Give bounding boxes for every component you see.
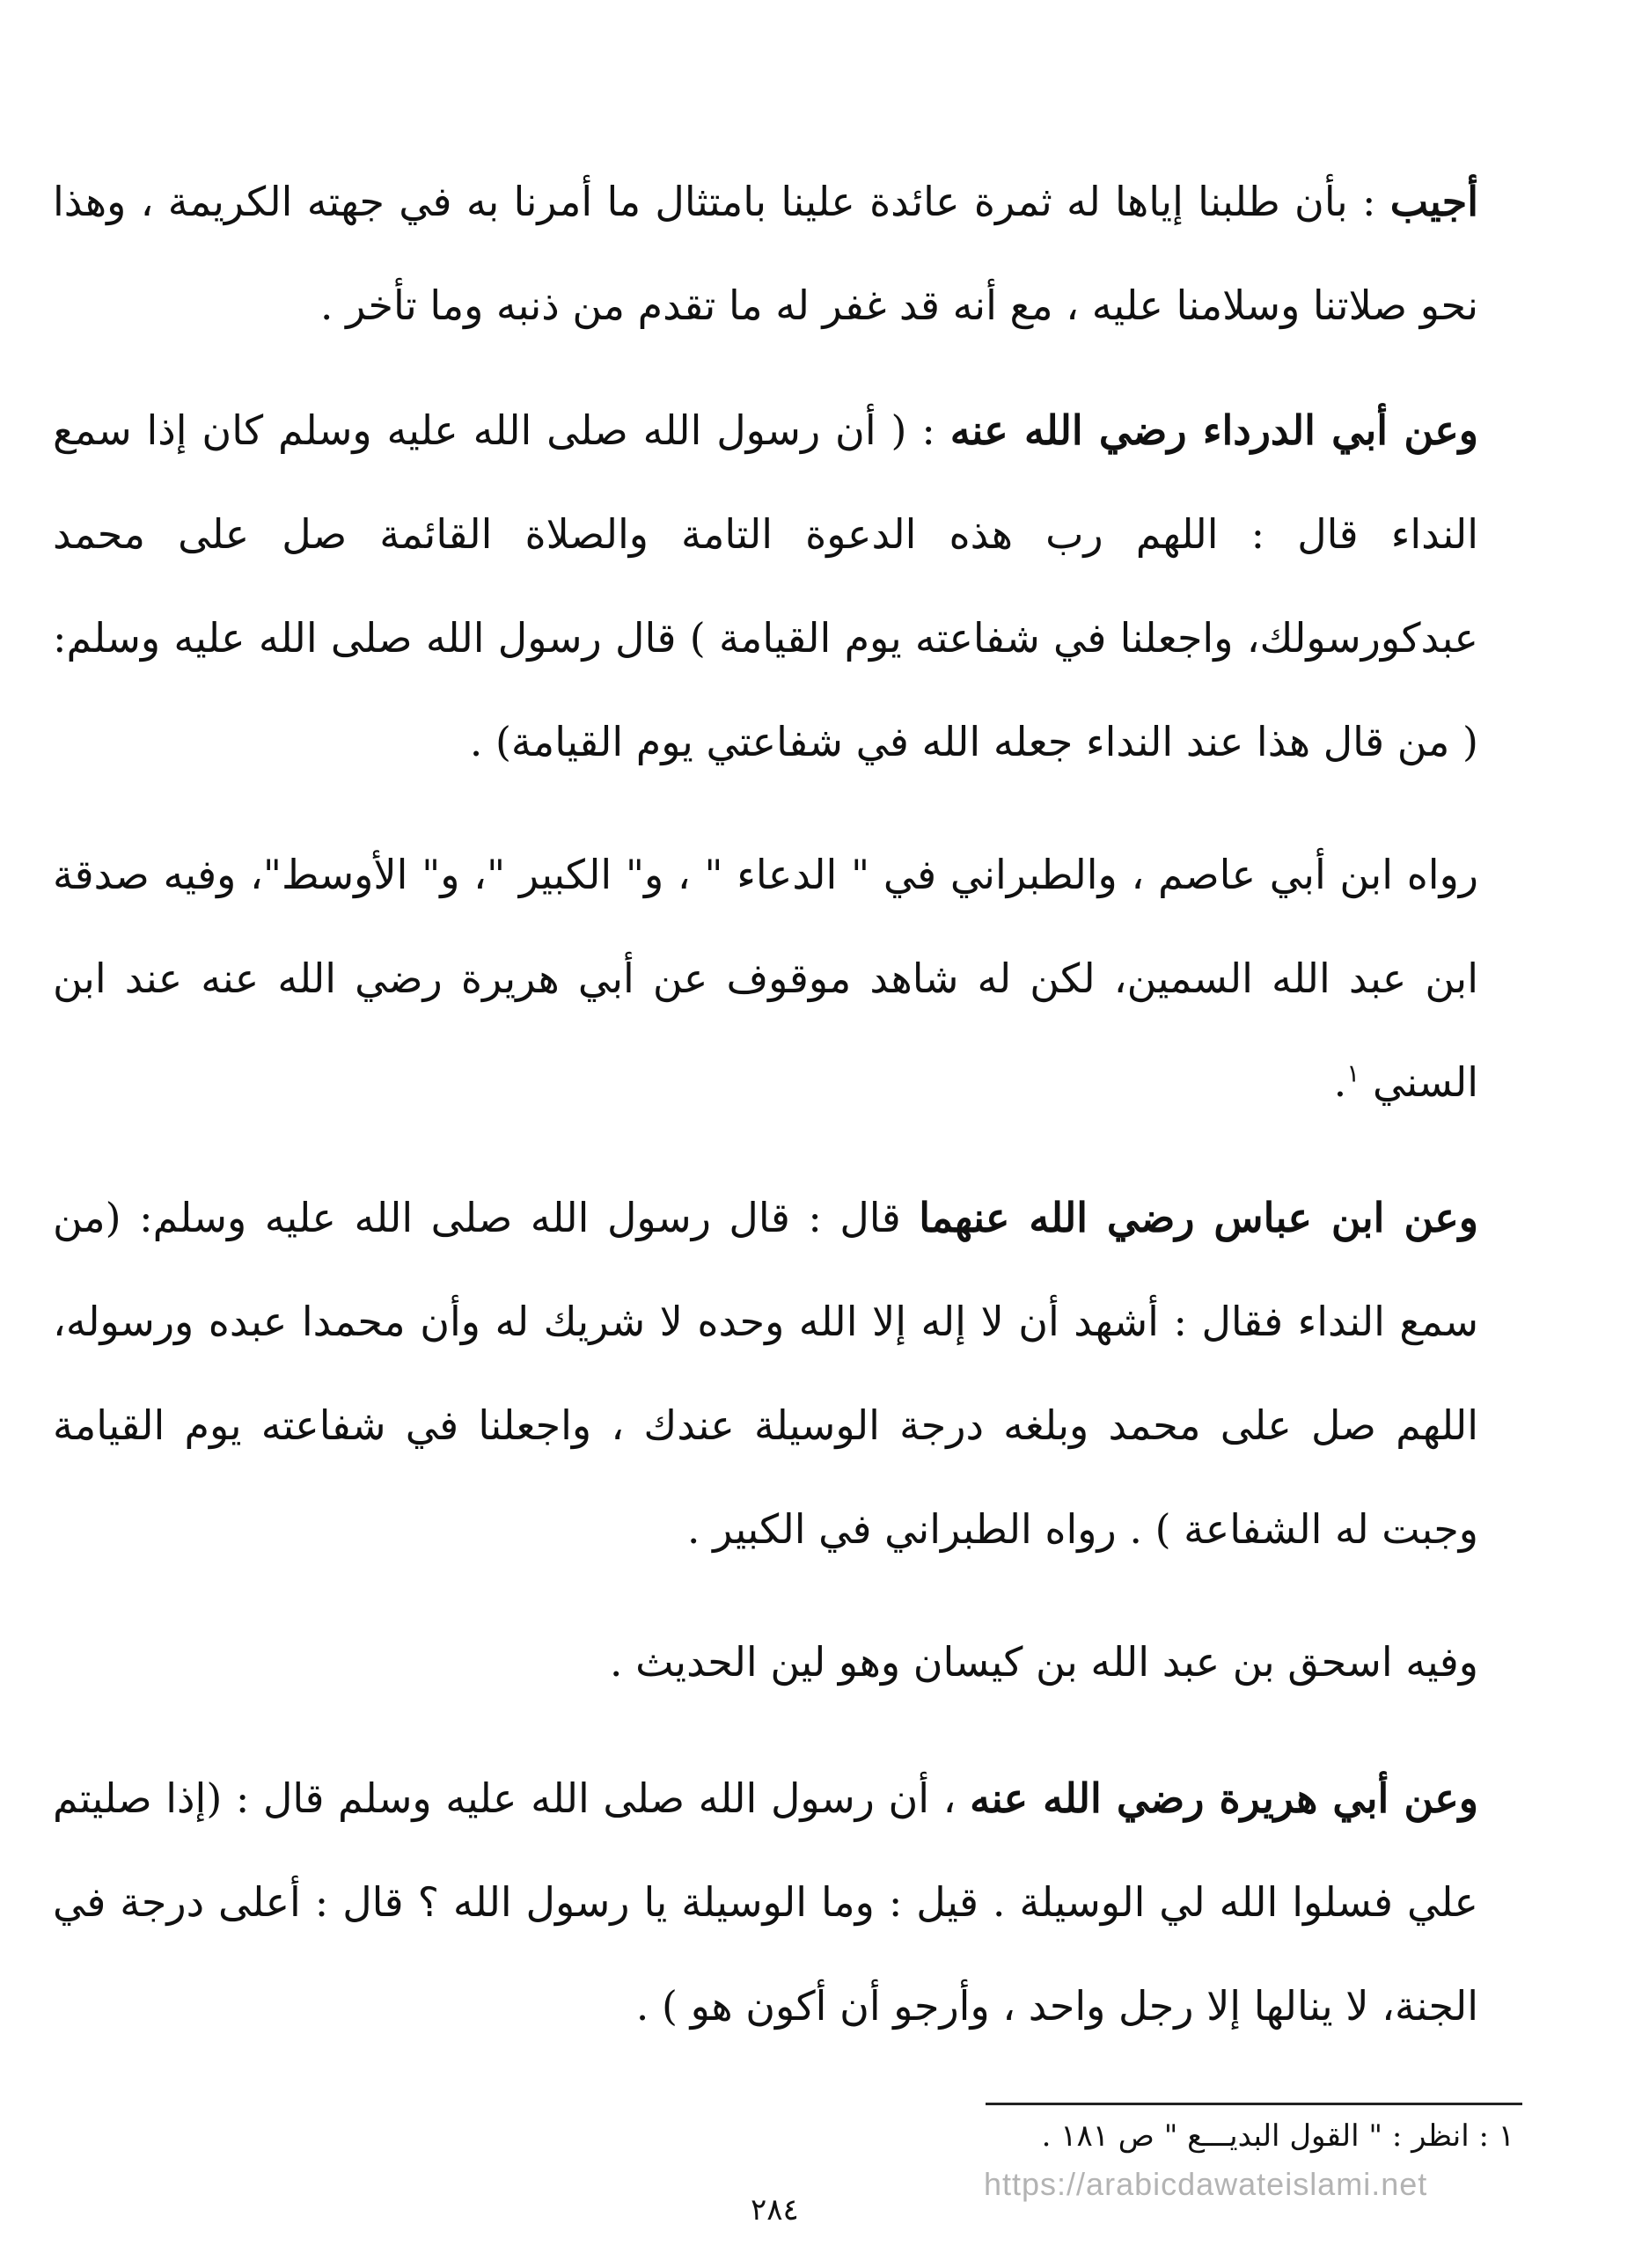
footnote-divider [986, 2103, 1522, 2105]
paragraph-4 [53, 1166, 1514, 1581]
paragraph-4-lead: وعن ابن عباس رضي الله عنهما [919, 1194, 1478, 1241]
paragraph-2-text [53, 378, 1514, 794]
paragraph-2 [53, 378, 1514, 794]
paragraph-3-body: رواه ابن أبي عاصم ، والطبراني في " الدعاء " ، و" الكبير "، و" الأوسط"، وفيه صدقة ابن عبد الله السمين، لكن له شاهد موقوف عن أبي هريرة رضي الله عنه عند ابن السني [53, 851, 1478, 1106]
paragraph-1 [53, 150, 1514, 357]
paragraph-6-body: ، أن رسول الله صلى الله عليه وسلم قال : (إذا صليتم علي فسلوا الله لي الوسيلة . قيل : وما الوسيلة يا رسول الله ؟ قال : أعلى درجة في الجنة، لا ينالها إلا رجل واحد ، وأرجو أن أكون هو ) . [53, 1774, 1478, 2030]
paragraph-1-text [53, 150, 1514, 357]
paragraph-6-lead: وعن أبي هريرة رضي الله عنه [970, 1774, 1478, 1822]
paragraph-3 [53, 823, 1514, 1134]
footnote-reference[interactable]: ١ [1346, 1058, 1360, 1088]
paragraph-6 [53, 1746, 1514, 2058]
paragraph-5 [53, 1610, 1514, 1714]
paragraph-2-body: : ( أن رسول الله صلى الله عليه وسلم كان إذا سمع النداء قال : اللهم رب هذه الدعوة التامة والصلاة القائمة صل على محمد عبدكورسولك، واجعلنا في شفاعته يوم القيامة ) قال رسول الله صلى الله عليه وسلم: ( من قال هذا عند النداء جعله الله في شفاعتي يوم القيامة) . [53, 406, 1478, 765]
page-number: ٢٨٤ [751, 2192, 799, 2228]
paragraph-6-text [53, 1746, 1514, 2058]
paragraph-1-body: : بأن طلبنا إياها له ثمرة عائدة علينا بامتثال ما أمرنا به في جهته الكريمة ، وهذا نحو صلاتنا وسلامنا عليه ، مع أنه قد غفر له ما تقدم من ذنبه وما تأخر . [53, 178, 1478, 329]
watermark-url: https://arabicdawateislami.net [984, 2166, 1428, 2202]
paragraph-2-lead: وعن أبي الدرداء رضي الله عنه [949, 406, 1479, 454]
paragraph-3-text [53, 823, 1514, 1134]
footnote-text: ١ : انظر : " القول البديـــع " ص ١٨١ . [1041, 2118, 1514, 2154]
paragraph-5-text [53, 1610, 1514, 1714]
paragraph-5-body: وفيه اسحق بن عبد الله بن كيسان وهو لين الحديث . [609, 1638, 1478, 1686]
paragraph-1-lead: أجيب [1389, 178, 1478, 225]
paragraph-3-end: . [1333, 1058, 1347, 1106]
paragraph-4-body: قال : قال رسول الله صلى الله عليه وسلم: (من سمع النداء فقال : أشهد أن لا إله إلا الله وحده لا شريك له وأن محمدا عبده ورسوله، اللهم صل على محمد وبلغه درجة الوسيلة عندك ، واجعلنا في شفاعته يوم القيامة وجبت له الشفاعة ) . رواه الطبراني في الكبير . [53, 1194, 1478, 1553]
paragraph-4-text [53, 1166, 1514, 1581]
